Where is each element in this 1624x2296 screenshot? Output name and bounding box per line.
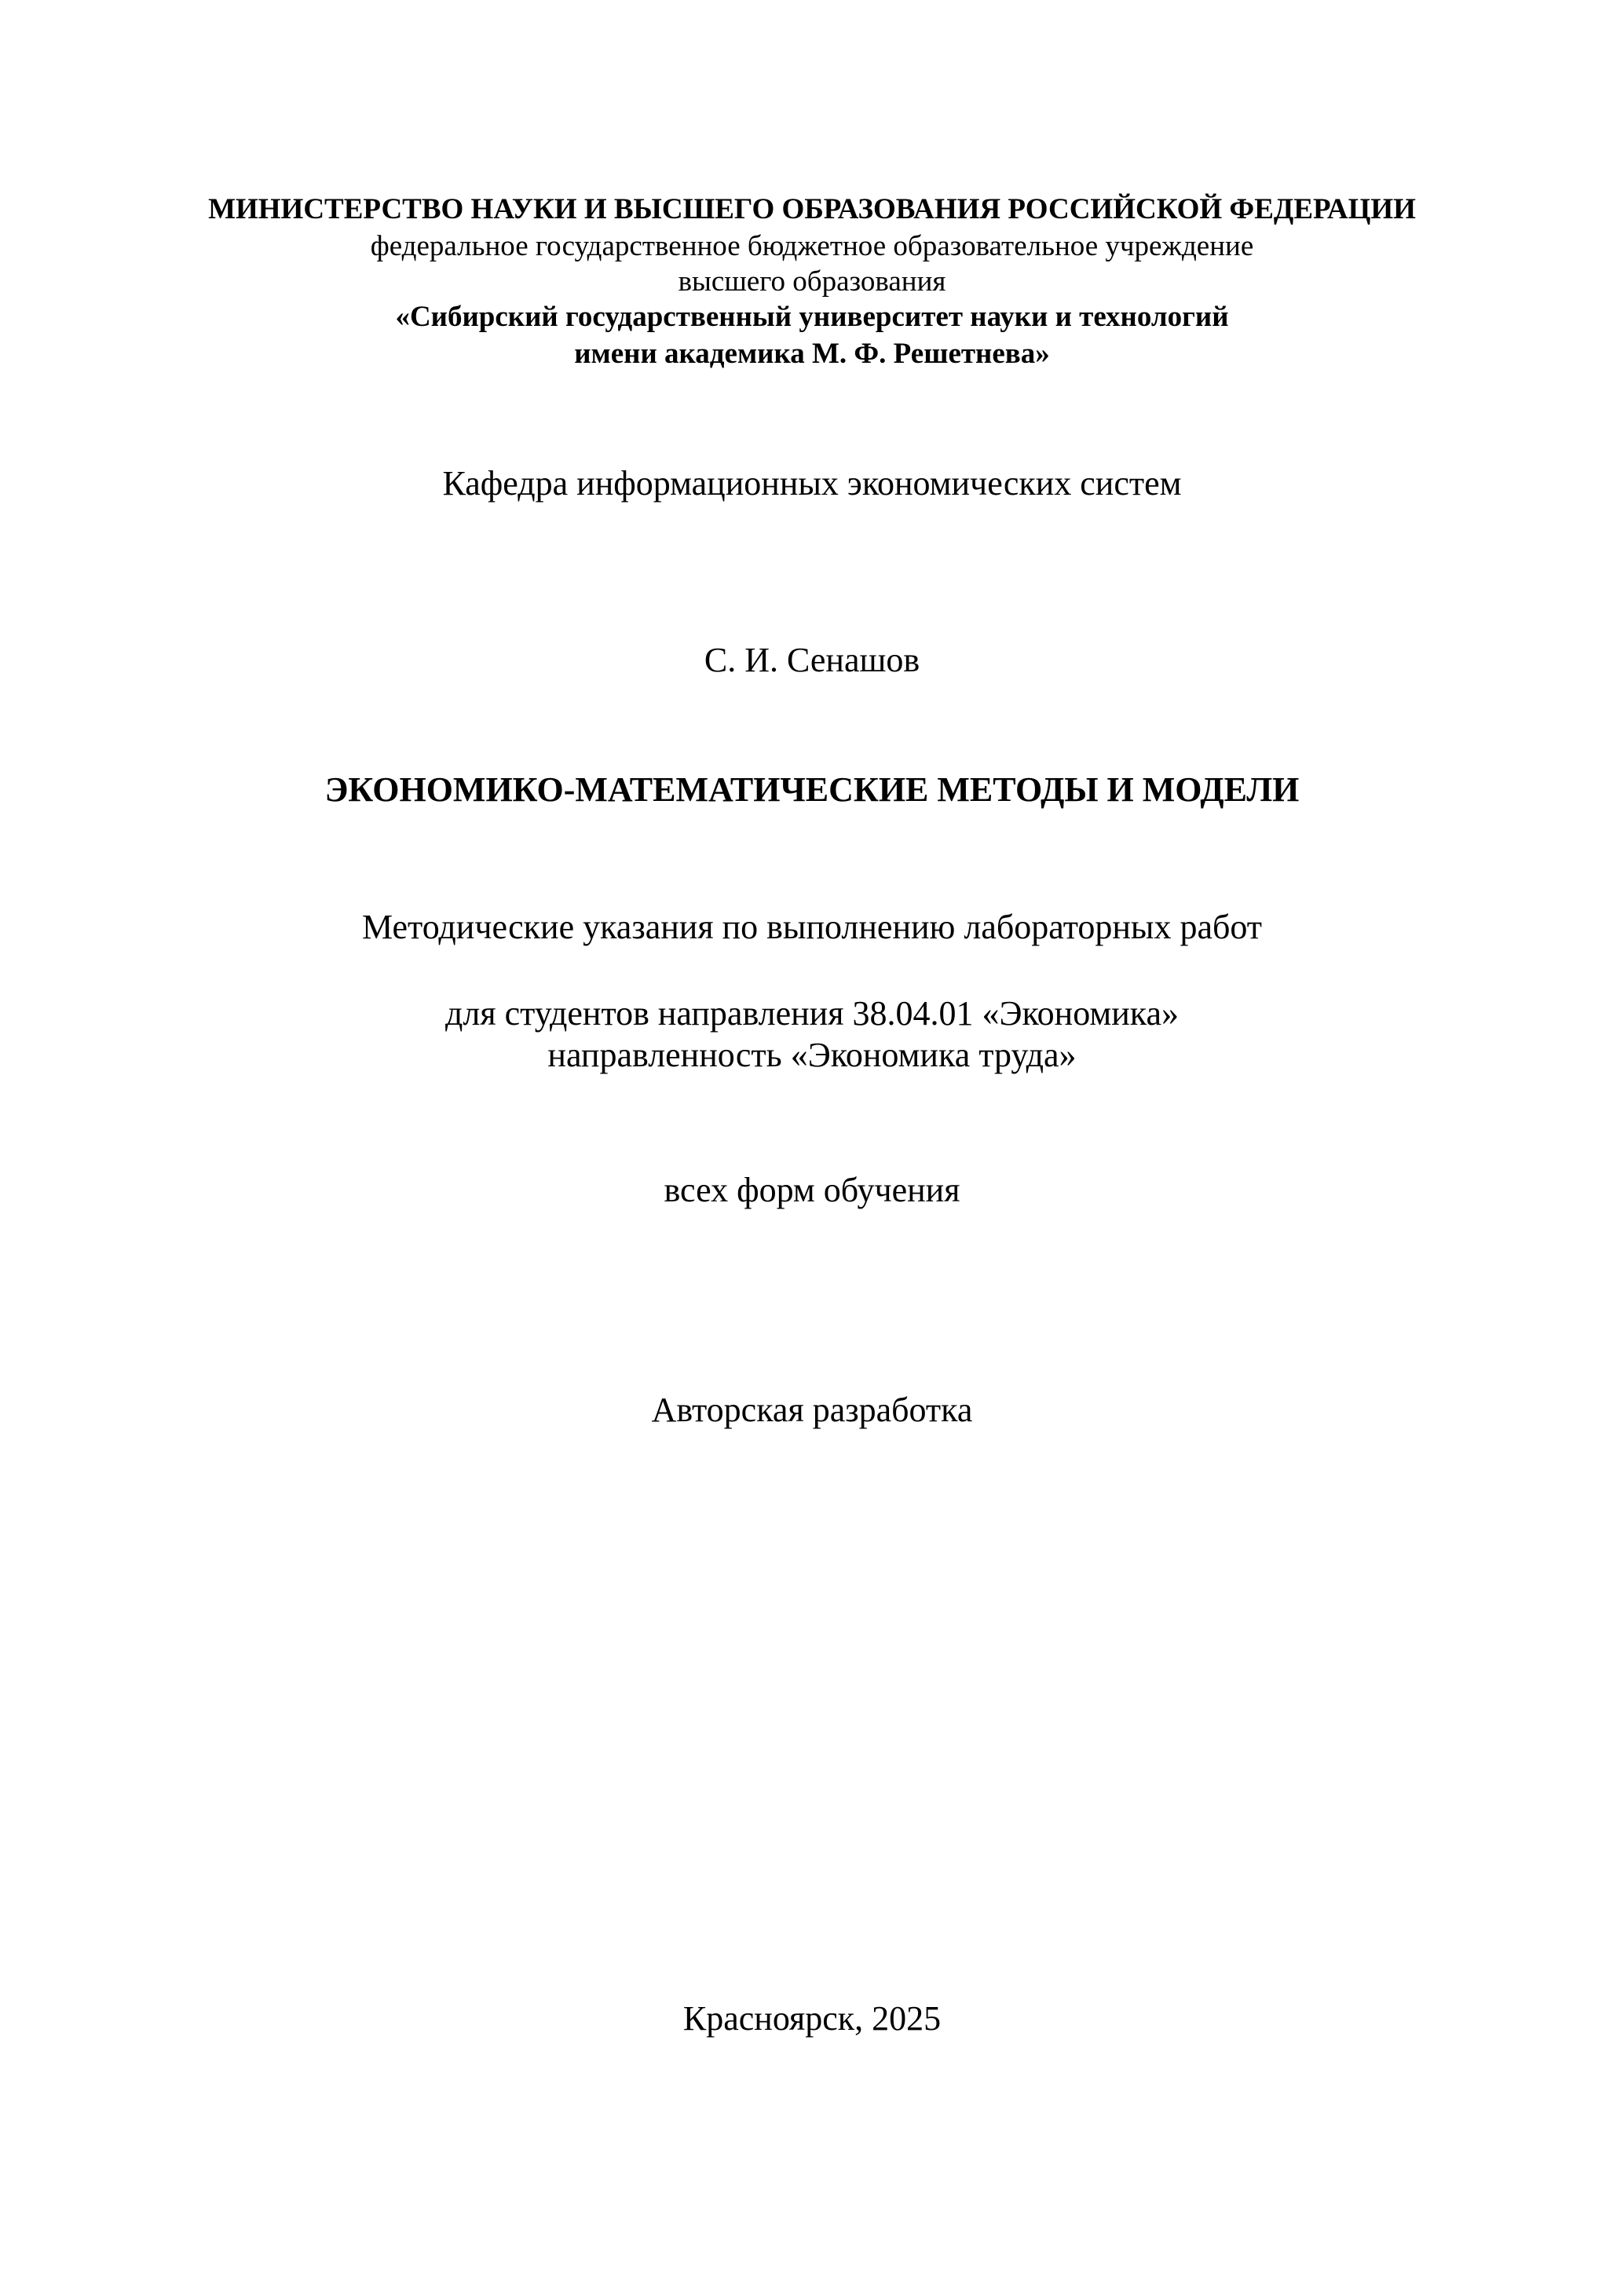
ministry-heading: МИНИСТЕРСТВО НАУКИ И ВЫСШЕГО ОБРАЗОВАНИЯ РОССИЙСКОЙ ФЕДЕРАЦИИ — [208, 193, 1416, 225]
education-level: высшего образования — [678, 265, 946, 298]
department-name: Кафедра информационных экономических систем — [442, 464, 1182, 503]
institution-type: федеральное государственное бюджетное образовательное учреждение — [370, 230, 1254, 262]
author-name: С. И. Сенашов — [704, 641, 920, 679]
document-subtitle: Методические указания по выполнению лабораторных работ — [361, 908, 1263, 946]
university-name-line1: «Сибирский государственный университет науки и технологий — [395, 301, 1229, 333]
audience-line2: направленность «Экономика труда» — [547, 1036, 1077, 1074]
edition-type: Авторская разработка — [651, 1391, 973, 1429]
university-name-line2: имени академика М. Ф. Решетнева» — [574, 338, 1050, 370]
city-year: Красноярск, 2025 — [682, 1999, 942, 2038]
document-title: ЭКОНОМИКО-МАТЕМАТИЧЕСКИЕ МЕТОДЫ И МОДЕЛИ — [324, 770, 1300, 809]
audience-line1: для студентов направления 38.04.01 «Экономика» — [445, 994, 1179, 1033]
study-forms: всех форм обучения — [664, 1171, 960, 1209]
